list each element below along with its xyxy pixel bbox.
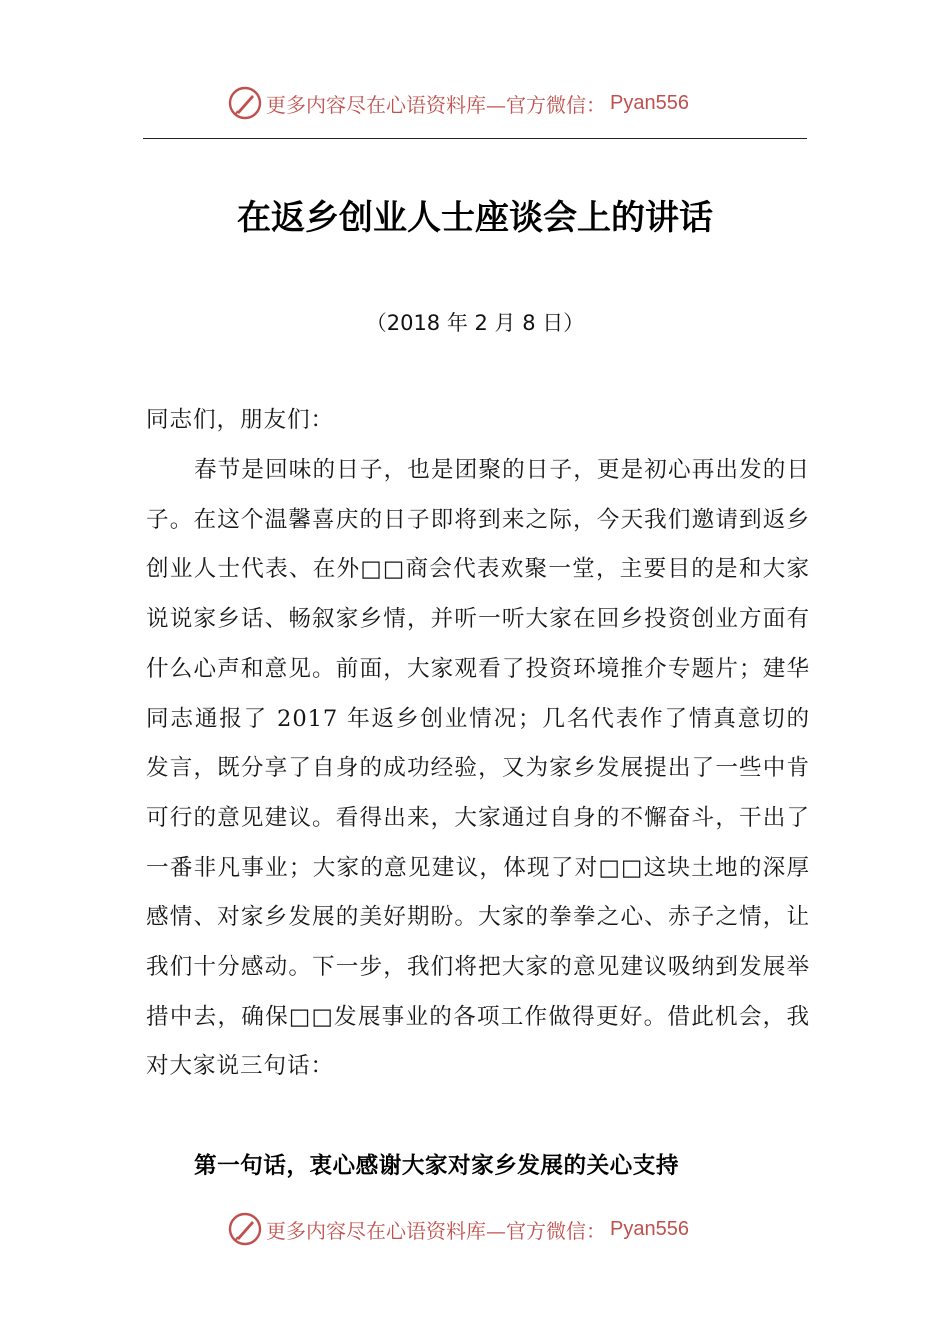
watermark-text: 更多内容尽在心语资料库—官方微信：	[266, 1218, 606, 1243]
watermark-handle: Pyan556	[610, 1217, 689, 1240]
header-divider	[143, 138, 807, 139]
document-date: （2018 年 2 月 8 日）	[365, 311, 585, 335]
body-paragraph: 春节是回味的日子，也是团聚的日子，更是初心再出发的日子。在这个温馨喜庆的日子即将到来之际，今天我们邀请到返乡创业人士代表、在外□□商会代表欢聚一堂，主要目的是和大家说说家乡话、畅叙家乡情，并听一听大家在回乡投资创业方面有什么心声和意见。前面，大家观看了投资环境推介专题片；建华同志通报了 2017 年返乡创业情况；几名代表作了情真意切的发言，既分享了自身的成功经验，又为家乡发展提出了一些中肯可行的意见建议。看得出来，大家通过自身的不懈奋斗，干出了一番非凡事业；大家的意见建议，体现了对□□这块土地的深厚感情、对家乡发展的美好期盼。大家的拳拳之心、赤子之情，让我们十分感动。下一步，我们将把大家的意见建议吸纳到发展举措中去，确保□□发展事业的各项工作做得更好。借此机会，我对大家说三句话：	[146, 457, 810, 1080]
quill-pen-seal-icon	[228, 1212, 262, 1246]
section-heading: 第一句话，衷心感谢大家对家乡发展的关心支持	[194, 1153, 679, 1179]
salutation: 同志们，朋友们：	[146, 407, 334, 433]
quill-pen-seal-icon	[228, 86, 262, 120]
header-watermark	[228, 85, 728, 121]
document-title: 在返乡创业人士座谈会上的讲话	[237, 198, 713, 238]
watermark-text: 更多内容尽在心语资料库—官方微信：	[266, 92, 606, 117]
watermark-handle: Pyan556	[610, 91, 689, 114]
footer-watermark	[228, 1211, 728, 1247]
